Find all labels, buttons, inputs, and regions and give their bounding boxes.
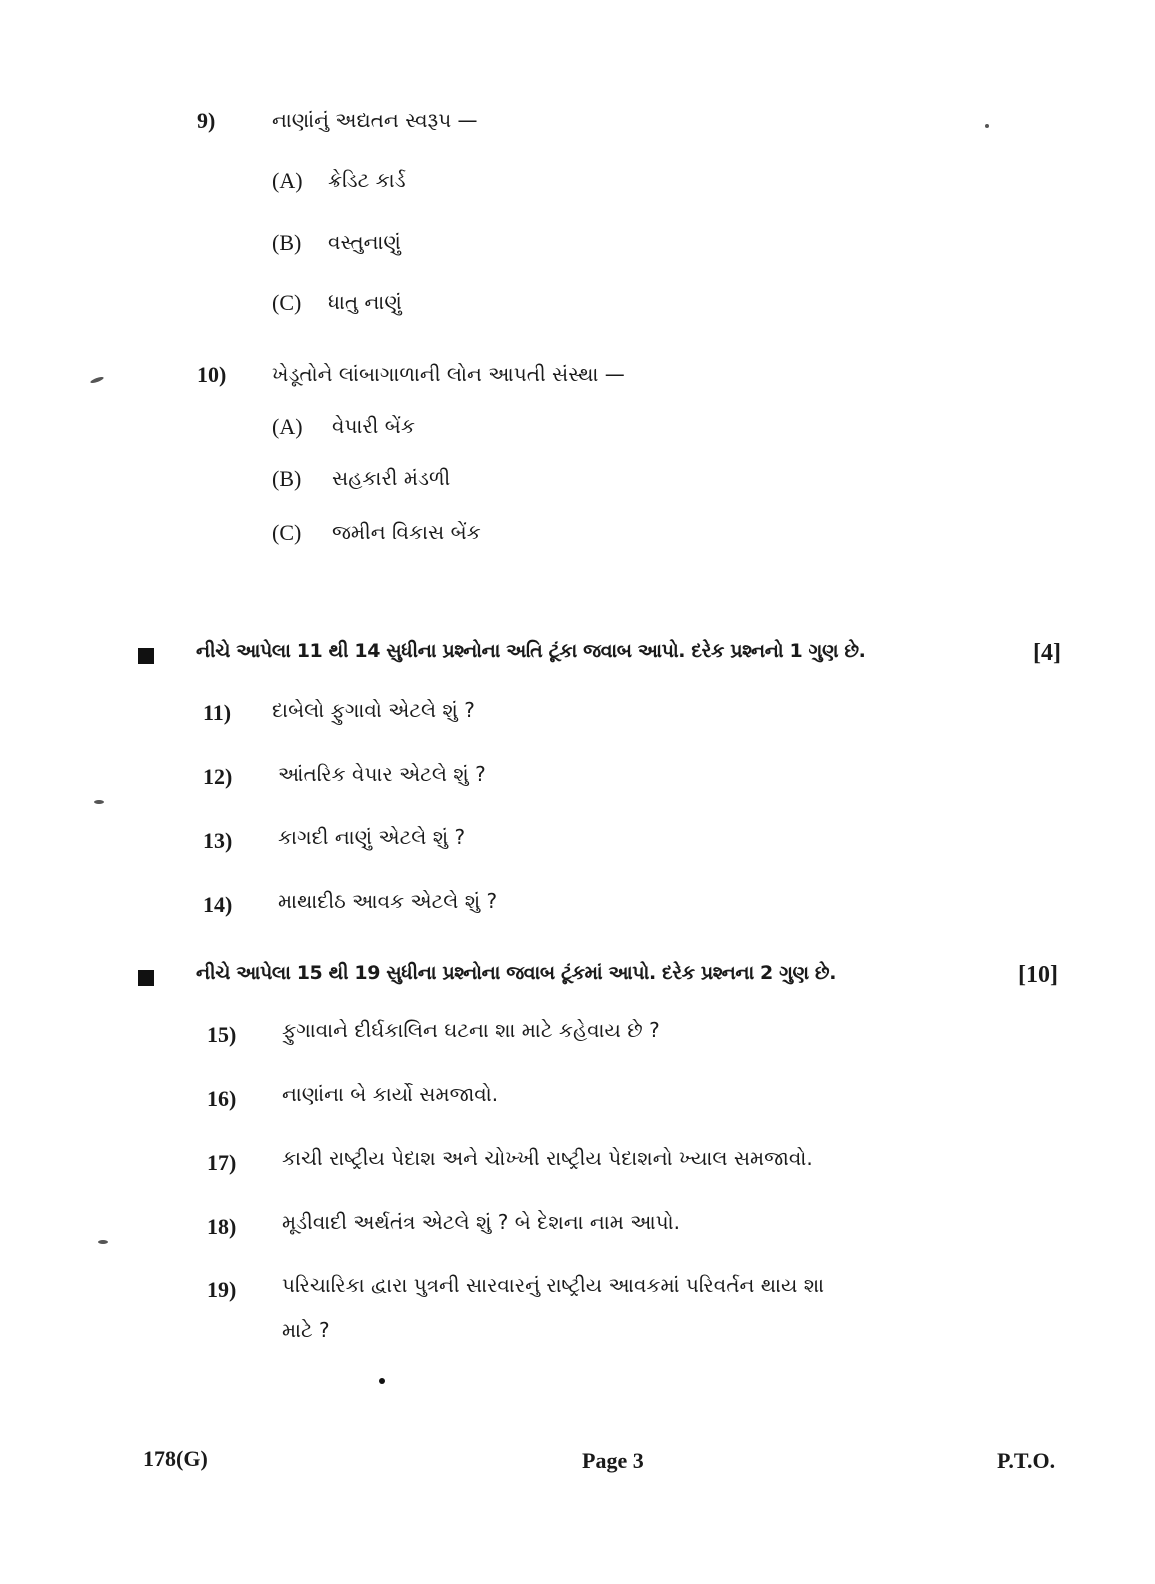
question-17-text: કાચી રાષ્ટ્રીય પેદાશ અને ચોખ્ખી રાષ્ટ્રીય પેદાશનો ખ્યાલ સમજાવો.: [282, 1146, 813, 1170]
page-number: Page 3: [582, 1448, 644, 1473]
question-14-text: માથાદીઠ આવક એટલે શું ?: [278, 889, 498, 913]
question-13-number: 13): [203, 828, 233, 853]
question-11-number: 11): [203, 700, 232, 725]
question-14-number: 14): [203, 892, 233, 917]
question-17-number: 17): [207, 1150, 237, 1175]
q9-option-c-label: (C): [272, 290, 302, 315]
q9-option-a-text: ક્રેડિટ કાર્ડ: [328, 168, 406, 192]
question-15-number: 15): [207, 1022, 237, 1047]
q10-option-b-label: (B): [272, 466, 302, 491]
question-12-text: આંતરિક વેપાર એટલે શું ?: [278, 762, 486, 786]
question-16-number: 16): [207, 1086, 237, 1111]
q9-option-c-text: ધાતુ નાણું: [328, 290, 402, 314]
question-16-text: નાણાંના બે કાર્યો સમજાવો.: [282, 1082, 499, 1106]
q10-option-c-text: જમીન વિકાસ બેંક: [332, 520, 481, 544]
q9-option-b-text: વસ્તુનાણું: [328, 230, 401, 254]
question-9-number: 9): [197, 108, 216, 133]
question-19-text: પરિચારિકા દ્વારા પુત્રની સારવારનું રાષ્ટ્રીય આવકમાં પરિવર્તન થાય શા: [282, 1273, 825, 1297]
question-19-text-line2: માટે ?: [282, 1318, 330, 1342]
section-c-heading: નીચે આપેલા 15 થી 19 સુધીના પ્રશ્નોના જવાબ ટૂંકમાં આપો. દરેક પ્રશ્નના 2 ગુણ છે.: [196, 962, 837, 984]
pto-label: P.T.O.: [997, 1448, 1056, 1473]
section-c-marks: [10]: [1018, 962, 1058, 988]
question-12-number: 12): [203, 764, 233, 789]
question-18-number: 18): [207, 1214, 237, 1239]
section-c-bullet: [138, 970, 154, 986]
q9-option-b-label: (B): [272, 230, 302, 255]
question-9-text: નાણાંનું અદ્યતન સ્વરૂપ —: [272, 108, 478, 132]
section-b-marks: [4]: [1033, 640, 1061, 666]
q10-option-a-text: વેપારી બેંક: [332, 414, 415, 438]
q10-option-a-label: (A): [272, 414, 303, 439]
q10-option-c-label: (C): [272, 520, 302, 545]
q9-option-a-label: (A): [272, 168, 303, 193]
question-13-text: કાગદી નાણું એટલે શું ?: [278, 825, 466, 849]
question-10-number: 10): [197, 362, 227, 387]
question-18-text: મૂડીવાદી અર્થતંત્ર એટલે શું ? બે દેશના નામ આપો.: [282, 1210, 680, 1234]
q10-option-b-text: સહકારી મંડળી: [332, 466, 451, 490]
question-19-number: 19): [207, 1277, 237, 1302]
section-b-bullet: [138, 648, 154, 664]
section-b-heading: નીચે આપેલા 11 થી 14 સુધીના પ્રશ્નોના અતિ ટૂંકા જવાબ આપો. દરેક પ્રશ્નનો 1 ગુણ છે.: [196, 640, 866, 662]
question-15-text: ફુગાવાને દીર્ઘકાલિન ઘટના શા માટે કહેવાય છે ?: [282, 1018, 660, 1042]
question-11-text: દાબેલો ફુગાવો એટલે શું ?: [272, 698, 475, 722]
question-10-text: ખેડૂતોને લાંબાગાળાની લોન આપતી સંસ્થા —: [272, 362, 625, 386]
paper-code: 178(G): [143, 1446, 208, 1471]
